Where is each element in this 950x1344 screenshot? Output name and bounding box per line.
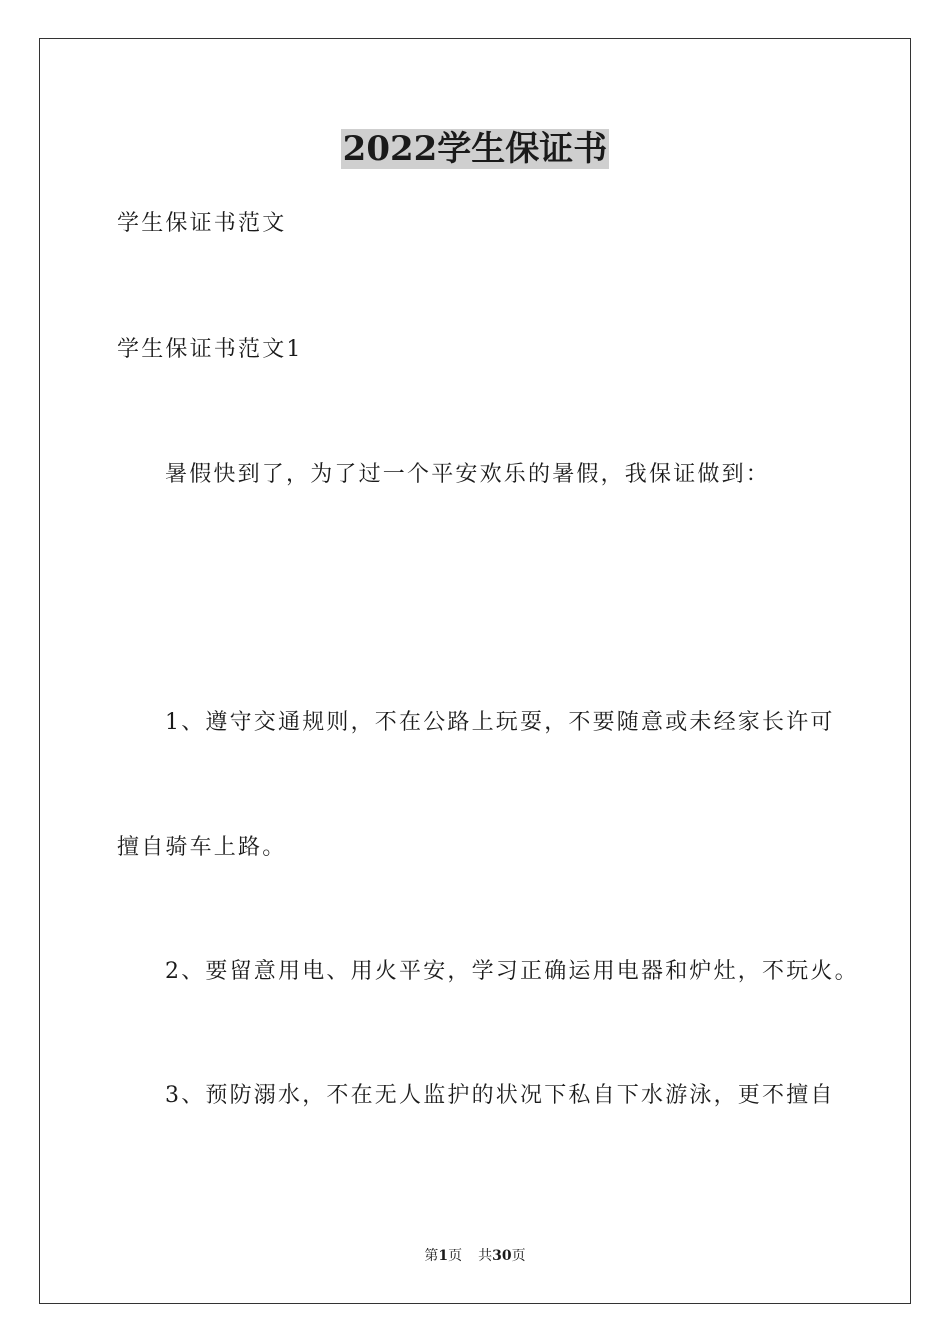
footer-page-prefix: 第	[424, 1248, 439, 1264]
paragraph-item-3: 3、预防溺水，不在无人监护的状况下私自下水游泳，更不擅自	[165, 1083, 835, 1108]
subtitle-line: 学生保证书范文	[117, 211, 287, 236]
paragraph-intro: 暑假快到了，为了过一个平安欢乐的暑假，我保证做到：	[165, 462, 771, 487]
page-footer	[0, 1246, 950, 1266]
document-title-text: 2022学生保证书	[342, 129, 608, 169]
footer-total-suffix: 页	[511, 1248, 526, 1264]
footer-page-number: 1	[438, 1248, 449, 1264]
footer-page-suffix: 页	[448, 1248, 463, 1264]
document-title	[0, 127, 950, 171]
paragraph-item-2: 2、要留意用电、用火平安，学习正确运用电器和炉灶，不玩火。	[165, 959, 859, 984]
paragraph-item-1-cont: 擅自骑车上路。	[117, 835, 287, 860]
footer-total-prefix: 共	[478, 1248, 493, 1264]
footer-total-pages: 30	[492, 1248, 512, 1264]
paragraph-item-1: 1、遵守交通规则，不在公路上玩耍，不要随意或未经家长许可	[165, 710, 835, 735]
section-heading: 学生保证书范文1	[117, 337, 303, 362]
